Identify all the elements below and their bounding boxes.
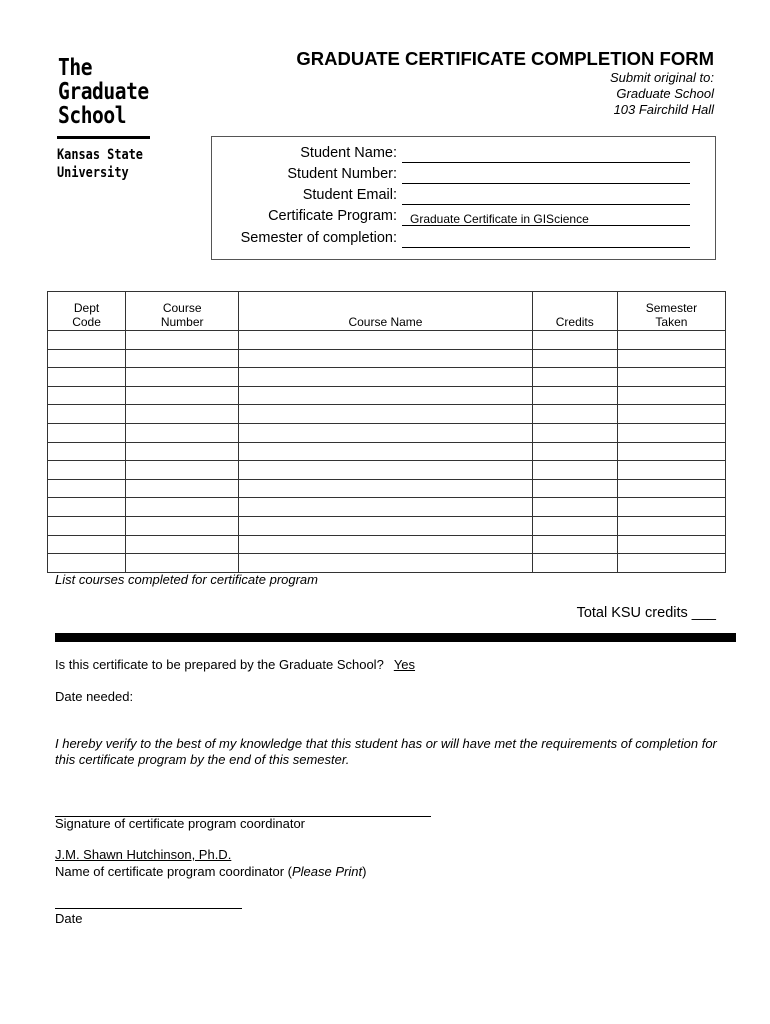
dept-code-cell[interactable] (48, 479, 126, 498)
coordinator-caption-prefix: Name of certificate program coordinator ( (55, 864, 292, 879)
preparation-question (55, 657, 415, 672)
submit-line-1: Submit original to: (609, 70, 714, 85)
student-number-label: Student Number: (287, 166, 397, 182)
header-credits (532, 292, 617, 331)
dept-code-cell[interactable] (48, 349, 126, 368)
header-semester-line-1: Semester (645, 301, 698, 315)
course-name-cell[interactable] (239, 349, 532, 368)
student-name-row (212, 145, 715, 166)
course-row (48, 386, 726, 405)
semester-taken-cell[interactable] (617, 442, 725, 461)
dept-code-cell[interactable] (48, 405, 126, 424)
dept-code-cell[interactable] (48, 423, 126, 442)
course-number-cell[interactable] (126, 461, 239, 480)
semester-completion-label: Semester of completion: (240, 230, 397, 246)
semester-taken-cell[interactable] (617, 368, 725, 387)
course-name-cell[interactable] (239, 423, 532, 442)
header-number-line-2: Number (160, 315, 204, 329)
course-name-cell[interactable] (239, 535, 532, 554)
semester-taken-cell[interactable] (617, 516, 725, 535)
semester-completion-line (402, 247, 690, 248)
student-number-row (212, 166, 715, 187)
university-line-1: Kansas State (57, 147, 143, 163)
course-number-cell[interactable] (126, 554, 239, 573)
header-dept-code (48, 292, 126, 331)
dept-code-cell[interactable] (48, 386, 126, 405)
course-table (47, 291, 726, 573)
course-row (48, 479, 726, 498)
student-number-line (402, 183, 690, 184)
semester-completion-row (212, 230, 715, 251)
credits-cell[interactable] (532, 386, 617, 405)
header-dept-line-1: Dept (73, 301, 100, 315)
dept-code-cell[interactable] (48, 554, 126, 573)
total-ksu-credits[interactable]: Total KSU credits ___ (576, 605, 716, 621)
course-number-cell[interactable] (126, 535, 239, 554)
course-row (48, 554, 726, 573)
student-info-box (211, 136, 716, 260)
credits-cell[interactable] (532, 516, 617, 535)
course-name-cell[interactable] (239, 554, 532, 573)
course-number-cell[interactable] (126, 423, 239, 442)
course-number-cell[interactable] (126, 386, 239, 405)
course-row (48, 535, 726, 554)
certificate-program-field[interactable]: Graduate Certificate in GIScience (410, 212, 589, 226)
coordinator-name-caption (55, 864, 366, 879)
student-email-row (212, 187, 715, 208)
date-needed-label: Date needed: (55, 689, 134, 704)
header-course-number (126, 292, 239, 331)
dept-code-cell[interactable] (48, 368, 126, 387)
header-course-name (239, 292, 532, 331)
logo-line-2: Graduate (58, 79, 149, 105)
course-table-body (48, 331, 726, 573)
university-name (57, 146, 143, 182)
course-row (48, 516, 726, 535)
course-name-cell[interactable] (239, 498, 532, 517)
course-row (48, 368, 726, 387)
semester-taken-cell[interactable] (617, 405, 725, 424)
dept-code-cell[interactable] (48, 331, 126, 350)
dept-code-cell[interactable] (48, 535, 126, 554)
course-number-cell[interactable] (126, 368, 239, 387)
semester-taken-cell[interactable] (617, 479, 725, 498)
coordinator-caption-suffix: ) (362, 864, 367, 879)
course-number-cell[interactable] (126, 498, 239, 517)
course-name-cell[interactable] (239, 442, 532, 461)
student-email-line (402, 204, 690, 205)
dept-code-cell[interactable] (48, 461, 126, 480)
credits-cell[interactable] (532, 479, 617, 498)
dept-code-cell[interactable] (48, 442, 126, 461)
certificate-program-row (212, 208, 715, 229)
header-semester-line-2: Taken (655, 315, 688, 329)
course-row (48, 405, 726, 424)
course-row (48, 461, 726, 480)
university-line-2: University (57, 165, 129, 181)
logo-line-1: The (58, 55, 93, 81)
course-row (48, 442, 726, 461)
course-number-cell[interactable] (126, 349, 239, 368)
credits-cell[interactable] (532, 331, 617, 350)
course-row (48, 331, 726, 350)
dept-code-cell[interactable] (48, 498, 126, 517)
credits-cell[interactable] (532, 349, 617, 368)
student-email-label: Student Email: (302, 187, 397, 203)
submit-line-2: Graduate School (616, 86, 714, 101)
dept-code-cell[interactable] (48, 516, 126, 535)
header-credits-text: Credits (555, 315, 594, 329)
course-name-cell[interactable] (239, 368, 532, 387)
header-semester-taken (617, 292, 725, 331)
certificate-program-label: Certificate Program: (268, 208, 397, 224)
section-divider (55, 633, 736, 642)
preparation-answer[interactable]: Yes (393, 657, 416, 672)
course-number-cell[interactable] (126, 331, 239, 350)
course-list-note: List courses completed for certificate program (55, 572, 318, 587)
student-name-line (402, 162, 690, 163)
semester-taken-cell[interactable] (617, 498, 725, 517)
preparation-question-text: Is this certificate to be prepared by the Graduate School? (55, 657, 384, 672)
course-row (48, 423, 726, 442)
course-number-cell[interactable] (126, 479, 239, 498)
semester-taken-cell[interactable] (617, 554, 725, 573)
course-name-cell[interactable] (239, 405, 532, 424)
course-name-cell[interactable] (239, 331, 532, 350)
course-row (48, 349, 726, 368)
semester-taken-cell[interactable] (617, 349, 725, 368)
logo-line-3: School (58, 103, 127, 129)
course-name-cell[interactable] (239, 461, 532, 480)
header-number-line-1: Course (162, 301, 202, 315)
date-signature-line[interactable] (55, 908, 242, 909)
graduate-school-logo (58, 56, 149, 128)
certificate-program-line (402, 225, 690, 226)
credits-cell[interactable] (532, 442, 617, 461)
submit-instructions (610, 70, 714, 118)
verification-statement: I hereby verify to the best of my knowledge that this student has or will have met the requirements of completion for this certificate program by the end of this semester. (55, 736, 717, 767)
credits-cell[interactable] (532, 405, 617, 424)
course-number-cell[interactable] (126, 516, 239, 535)
credits-cell[interactable] (532, 368, 617, 387)
coordinator-caption-italic: Please Print (291, 864, 363, 879)
semester-taken-cell[interactable] (617, 423, 725, 442)
course-number-cell[interactable] (126, 405, 239, 424)
student-name-label: Student Name: (300, 145, 397, 161)
course-name-cell[interactable] (239, 386, 532, 405)
signature-caption: Signature of certificate program coordinator (55, 816, 306, 831)
semester-taken-cell[interactable] (617, 331, 725, 350)
coordinator-name[interactable]: J.M. Shawn Hutchinson, Ph.D. (55, 847, 232, 862)
semester-taken-cell[interactable] (617, 386, 725, 405)
semester-taken-cell[interactable] (617, 535, 725, 554)
course-table-header (48, 292, 726, 331)
course-name-cell[interactable] (239, 479, 532, 498)
form-title: GRADUATE CERTIFICATE COMPLETION FORM (296, 48, 714, 69)
logo-divider (57, 136, 150, 139)
date-caption: Date (55, 911, 83, 926)
credits-cell[interactable] (532, 535, 617, 554)
header-name-text: Course Name (348, 315, 423, 329)
credits-cell[interactable] (532, 498, 617, 517)
submit-line-3: 103 Fairchild Hall (613, 102, 714, 117)
header-dept-line-2: Code (72, 315, 101, 329)
course-row (48, 498, 726, 517)
semester-taken-cell[interactable] (617, 461, 725, 480)
course-number-cell[interactable] (126, 442, 239, 461)
course-name-cell[interactable] (239, 516, 532, 535)
credits-cell[interactable] (532, 461, 617, 480)
credits-cell[interactable] (532, 554, 617, 573)
credits-cell[interactable] (532, 423, 617, 442)
